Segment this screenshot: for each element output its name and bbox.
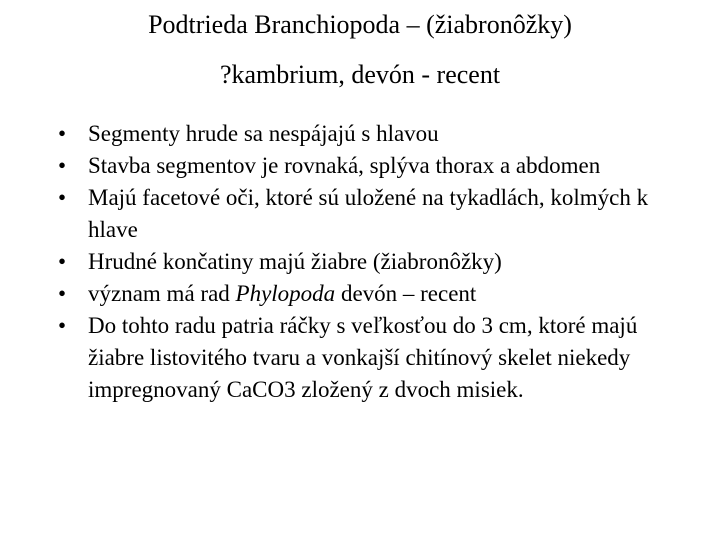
slide-title: Podtrieda Branchiopoda – (žiabronôžky) [148, 10, 572, 39]
bullet-item [58, 246, 698, 278]
bullet-marker: • [58, 153, 67, 178]
bullet-text-prefix: význam má rad [88, 281, 236, 306]
bullet-item [58, 278, 698, 310]
bullet-marker: • [58, 249, 67, 274]
bullet-marker: • [58, 281, 67, 306]
taxon-name: Phylopoda [235, 281, 336, 306]
bullet-text: Stavba segmentov je rovnaká, splýva thorax a abdomen [88, 153, 601, 178]
bullet-text: Hrudné končatiny majú žiabre (žiabronôžky) [88, 249, 502, 274]
bullet-text: Majú facetové oči, ktoré sú uložené na tykadlách, kolmých k hlave [88, 185, 649, 242]
bullet-marker: • [58, 185, 67, 210]
bullet-item [58, 118, 698, 150]
bullet-marker: • [58, 121, 67, 146]
bullet-text: Segmenty hrude sa nespájajú s hlavou [88, 121, 439, 146]
bullet-marker: • [58, 313, 67, 338]
bullet-list [58, 118, 698, 406]
bullet-item [58, 310, 698, 406]
bullet-text-suffix: devón – recent [335, 281, 477, 306]
bullet-text: Do tohto radu patria ráčky s veľkosťou do 3 cm, ktoré majú žiabre listovitého tvaru a vonkajší chitínový skelet niekedy impregnovaný CaCO3 zložený z dvoch misiek. [88, 313, 638, 402]
slide-subtitle: ?kambrium, devón - recent [219, 60, 501, 89]
bullet-item [58, 150, 698, 182]
bullet-item [58, 182, 698, 246]
